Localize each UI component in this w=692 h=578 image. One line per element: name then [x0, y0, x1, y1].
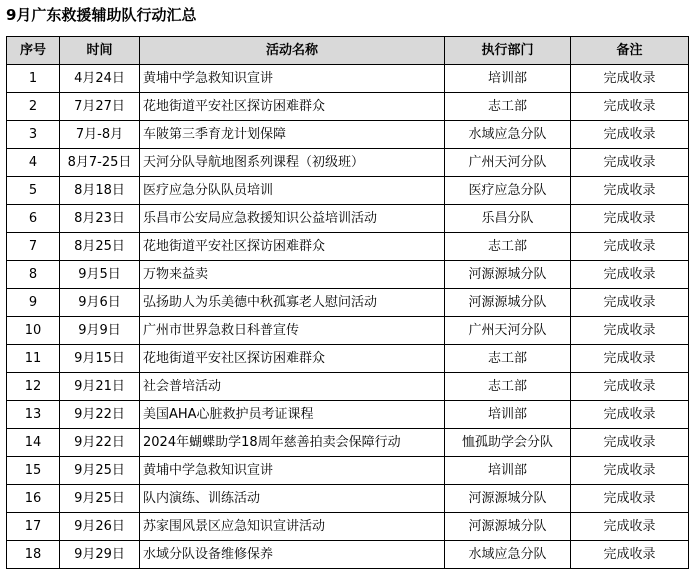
cell-activity: 弘扬助人为乐美德中秋孤寡老人慰问活动	[140, 289, 445, 317]
cell-time: 7月-8月	[60, 121, 140, 149]
cell-activity: 苏家围风景区应急知识宣讲活动	[140, 513, 445, 541]
cell-department: 水域应急分队	[445, 541, 571, 569]
table-row	[7, 457, 689, 485]
table-row	[7, 177, 689, 205]
cell-index: 9	[7, 289, 60, 317]
cell-department: 培训部	[445, 401, 571, 429]
table-row	[7, 205, 689, 233]
cell-remark: 完成收录	[571, 233, 689, 261]
cell-time: 9月25日	[60, 485, 140, 513]
cell-activity: 2024年蝴蝶助学18周年慈善拍卖会保障行动	[140, 429, 445, 457]
cell-department: 志工部	[445, 233, 571, 261]
table-body	[7, 65, 689, 569]
cell-index: 2	[7, 93, 60, 121]
cell-remark: 完成收录	[571, 65, 689, 93]
table-row	[7, 485, 689, 513]
table-row	[7, 541, 689, 569]
cell-remark: 完成收录	[571, 429, 689, 457]
cell-index: 1	[7, 65, 60, 93]
column-header-activity: 活动名称	[140, 37, 445, 65]
table-row	[7, 261, 689, 289]
cell-time: 9月22日	[60, 429, 140, 457]
cell-department: 乐昌分队	[445, 205, 571, 233]
cell-index: 8	[7, 261, 60, 289]
table-row	[7, 317, 689, 345]
cell-remark: 完成收录	[571, 373, 689, 401]
table-row	[7, 401, 689, 429]
cell-index: 4	[7, 149, 60, 177]
cell-activity: 队内演练、训练活动	[140, 485, 445, 513]
cell-activity: 花地街道平安社区探访困难群众	[140, 93, 445, 121]
cell-index: 15	[7, 457, 60, 485]
table-row	[7, 93, 689, 121]
cell-index: 14	[7, 429, 60, 457]
cell-activity: 社会普培活动	[140, 373, 445, 401]
cell-time: 9月6日	[60, 289, 140, 317]
cell-time: 9月15日	[60, 345, 140, 373]
cell-index: 16	[7, 485, 60, 513]
cell-index: 13	[7, 401, 60, 429]
cell-index: 7	[7, 233, 60, 261]
cell-activity: 花地街道平安社区探访困难群众	[140, 233, 445, 261]
cell-time: 8月7-25日	[60, 149, 140, 177]
table-header-row	[7, 37, 689, 65]
column-header-index: 序号	[7, 37, 60, 65]
cell-department: 培训部	[445, 457, 571, 485]
cell-index: 17	[7, 513, 60, 541]
cell-department: 志工部	[445, 345, 571, 373]
cell-activity: 黄埔中学急救知识宣讲	[140, 65, 445, 93]
cell-index: 11	[7, 345, 60, 373]
cell-index: 10	[7, 317, 60, 345]
cell-department: 河源源城分队	[445, 261, 571, 289]
cell-department: 恤孤助学会分队	[445, 429, 571, 457]
cell-activity: 医疗应急分队队员培训	[140, 177, 445, 205]
cell-time: 9月21日	[60, 373, 140, 401]
cell-remark: 完成收录	[571, 541, 689, 569]
cell-department: 水域应急分队	[445, 121, 571, 149]
cell-time: 8月18日	[60, 177, 140, 205]
cell-remark: 完成收录	[571, 457, 689, 485]
table-row	[7, 233, 689, 261]
cell-time: 8月25日	[60, 233, 140, 261]
cell-department: 志工部	[445, 93, 571, 121]
cell-department: 广州天河分队	[445, 149, 571, 177]
cell-index: 5	[7, 177, 60, 205]
table-row	[7, 373, 689, 401]
table-row	[7, 345, 689, 373]
cell-time: 9月26日	[60, 513, 140, 541]
cell-time: 9月29日	[60, 541, 140, 569]
cell-remark: 完成收录	[571, 401, 689, 429]
cell-index: 12	[7, 373, 60, 401]
cell-activity: 花地街道平安社区探访困难群众	[140, 345, 445, 373]
cell-remark: 完成收录	[571, 513, 689, 541]
cell-remark: 完成收录	[571, 289, 689, 317]
cell-time: 9月9日	[60, 317, 140, 345]
column-header-department: 执行部门	[445, 37, 571, 65]
cell-department: 医疗应急分队	[445, 177, 571, 205]
cell-activity: 乐昌市公安局应急救援知识公益培训活动	[140, 205, 445, 233]
cell-remark: 完成收录	[571, 485, 689, 513]
cell-remark: 完成收录	[571, 317, 689, 345]
cell-activity: 车陂第三季育龙计划保障	[140, 121, 445, 149]
column-header-time: 时间	[60, 37, 140, 65]
column-header-remark: 备注	[571, 37, 689, 65]
cell-index: 3	[7, 121, 60, 149]
cell-department: 河源源城分队	[445, 289, 571, 317]
cell-time: 9月25日	[60, 457, 140, 485]
cell-activity: 天河分队导航地图系列课程（初级班）	[140, 149, 445, 177]
cell-index: 6	[7, 205, 60, 233]
cell-activity: 水域分队设备维修保养	[140, 541, 445, 569]
cell-remark: 完成收录	[571, 121, 689, 149]
cell-activity: 万物来益卖	[140, 261, 445, 289]
cell-department: 河源源城分队	[445, 513, 571, 541]
cell-remark: 完成收录	[571, 205, 689, 233]
cell-activity: 黄埔中学急救知识宣讲	[140, 457, 445, 485]
cell-time: 9月22日	[60, 401, 140, 429]
table-row	[7, 121, 689, 149]
cell-activity: 广州市世界急救日科普宣传	[140, 317, 445, 345]
page-title: 9月广东救援辅助队行动汇总	[6, 6, 197, 24]
activity-table	[6, 36, 689, 569]
cell-department: 培训部	[445, 65, 571, 93]
cell-department: 志工部	[445, 373, 571, 401]
cell-department: 广州天河分队	[445, 317, 571, 345]
table-row	[7, 513, 689, 541]
cell-index: 18	[7, 541, 60, 569]
cell-remark: 完成收录	[571, 177, 689, 205]
cell-time: 4月24日	[60, 65, 140, 93]
table-row	[7, 429, 689, 457]
cell-department: 河源源城分队	[445, 485, 571, 513]
cell-time: 7月27日	[60, 93, 140, 121]
cell-time: 8月23日	[60, 205, 140, 233]
cell-remark: 完成收录	[571, 345, 689, 373]
cell-remark: 完成收录	[571, 149, 689, 177]
cell-activity: 美国AHA心脏救护员考证课程	[140, 401, 445, 429]
cell-remark: 完成收录	[571, 93, 689, 121]
table-row	[7, 65, 689, 93]
cell-time: 9月5日	[60, 261, 140, 289]
table-row	[7, 289, 689, 317]
cell-remark: 完成收录	[571, 261, 689, 289]
table-row	[7, 149, 689, 177]
